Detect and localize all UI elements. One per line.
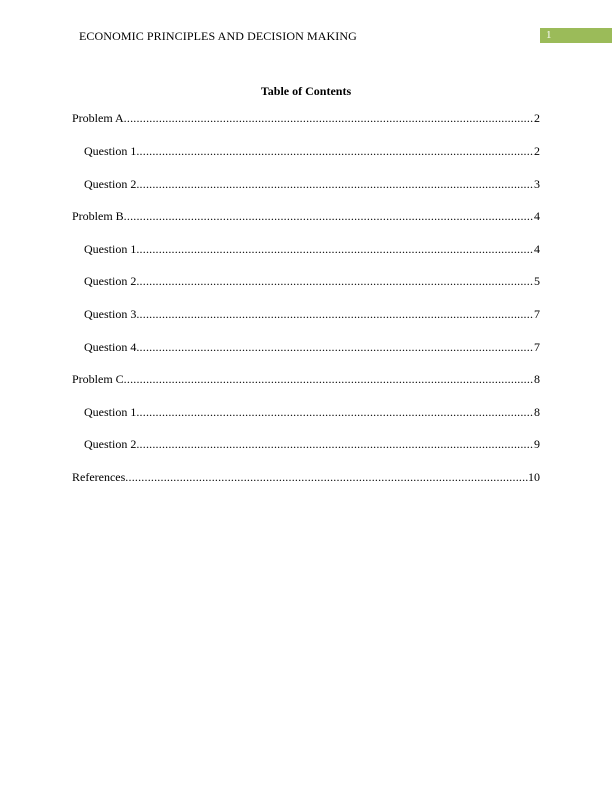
toc-entry-label: Question 2 [84, 274, 137, 288]
toc-entry-problem-b[interactable] [72, 209, 540, 223]
toc-entry-problem-b-question-2[interactable] [84, 274, 540, 288]
toc-entry-label: Question 3 [84, 307, 137, 321]
dot-leader [124, 372, 534, 386]
page-number-badge: 1 [540, 28, 612, 43]
toc-entry-page: 10 [528, 470, 540, 484]
dot-leader [124, 111, 534, 125]
toc-entry-label: Question 1 [84, 144, 137, 158]
toc-entry-page: 5 [534, 274, 540, 288]
toc-entry-label: Question 4 [84, 340, 137, 354]
toc-entry-page: 3 [534, 177, 540, 191]
toc-entry-label: Problem C [72, 372, 124, 386]
dot-leader [136, 274, 534, 288]
toc-entry-problem-b-question-3[interactable] [84, 307, 540, 321]
dot-leader [136, 177, 534, 191]
dot-leader [136, 242, 534, 256]
toc-entry-problem-b-question-4[interactable] [84, 340, 540, 354]
toc-entry-problem-a-question-1[interactable] [84, 144, 540, 158]
toc-entry-page: 4 [534, 209, 540, 223]
toc-entry-page: 8 [534, 405, 540, 419]
toc-entry-label: Question 2 [84, 177, 137, 191]
toc-entry-page: 2 [534, 144, 540, 158]
dot-leader [136, 405, 534, 419]
toc-entry-problem-c-question-2[interactable] [84, 437, 540, 451]
toc-entry-page: 4 [534, 242, 540, 256]
toc-entry-label: References [72, 470, 126, 484]
toc-entry-label: Question 2 [84, 437, 137, 451]
toc-entry-label: Question 1 [84, 242, 137, 256]
toc-entry-page: 9 [534, 437, 540, 451]
toc-entry-page: 8 [534, 372, 540, 386]
dot-leader [124, 209, 534, 223]
toc-entry-problem-c[interactable] [72, 372, 540, 386]
toc-entry-problem-c-question-1[interactable] [84, 405, 540, 419]
toc-entry-page: 7 [534, 340, 540, 354]
toc-entry-problem-b-question-1[interactable] [84, 242, 540, 256]
toc-entry-references[interactable] [72, 470, 540, 484]
dot-leader [136, 307, 534, 321]
dot-leader [136, 437, 534, 451]
dot-leader [125, 470, 528, 484]
dot-leader [136, 144, 534, 158]
dot-leader [136, 340, 534, 354]
toc-title: Table of Contents [260, 84, 352, 98]
toc-entry-problem-a-question-2[interactable] [84, 177, 540, 191]
toc-entry-page: 7 [534, 307, 540, 321]
toc-entry-label: Problem A [72, 111, 124, 125]
toc-entry-problem-a[interactable] [72, 111, 540, 125]
running-head: ECONOMIC PRINCIPLES AND DECISION MAKING [79, 29, 357, 43]
toc-entry-page: 2 [534, 111, 540, 125]
toc-entry-label: Problem B [72, 209, 124, 223]
toc-entry-label: Question 1 [84, 405, 137, 419]
